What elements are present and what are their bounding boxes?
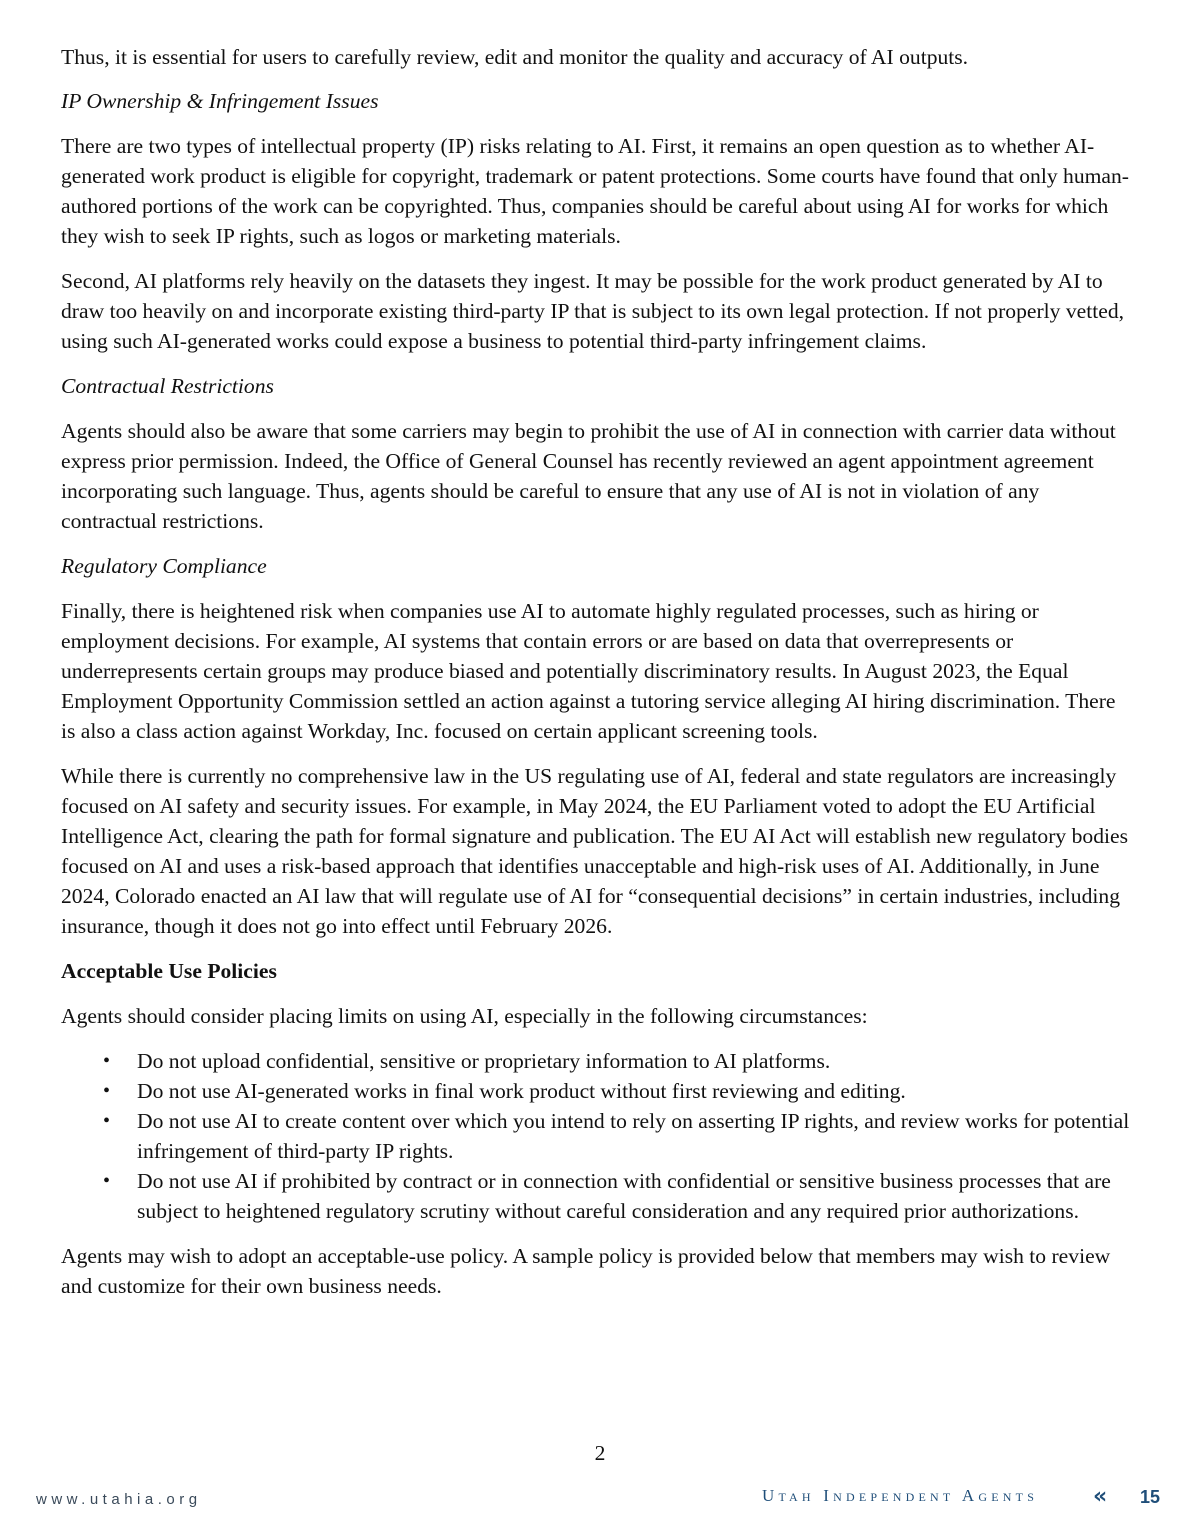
list-item-text: Do not use AI-generated works in final work product without first reviewing and editing. (137, 1079, 906, 1103)
bullet-icon: • (103, 1170, 111, 1192)
page-number: 2 (594, 1441, 606, 1465)
regulatory-compliance-heading: Regulatory Compliance (61, 554, 267, 578)
ip-ownership-heading: IP Ownership & Infringement Issues (61, 89, 379, 113)
bullet-icon: • (103, 1050, 111, 1072)
list-item (61, 1166, 1131, 1226)
bullet-icon: • (103, 1080, 111, 1102)
list-item (61, 1076, 1131, 1106)
closing-paragraph: Agents may wish to adopt an acceptable-use policy. A sample policy is provided below that members may wish to review and customize for their own business needs. (61, 1244, 1111, 1298)
bullet-icon: • (103, 1110, 111, 1132)
document-body (61, 42, 1131, 1316)
regulatory-paragraph-2: While there is currently no comprehensive law in the US regulating use of AI, federal and state regulators are increasingly focused on AI safety and security issues. For example, in May 2024, the EU Parliament voted to adopt the EU Artificial Intelligence Act, clearing the path for formal signature and publication. The EU AI Act will establish new regulatory bodies focused on AI and uses a risk-based approach that identifies unacceptable and high-risk uses of AI. Additionally, in June 2024, Colorado enacted an AI law that will regulate use of AI for “consequential decisions” in certain industries, including insurance, though it does not go into effect until February 2026. (61, 764, 1128, 938)
contractual-restrictions-heading: Contractual Restrictions (61, 374, 274, 398)
acceptable-use-intro: Agents should consider placing limits on using AI, especially in the following circumstances: (61, 1004, 868, 1028)
ip-paragraph-2: Second, AI platforms rely heavily on the datasets they ingest. It may be possible for the work product generated by AI to draw too heavily on and incorporate existing third-party IP that is subject to its own legal protection. If not properly vetted, using such AI-generated works could expose a business to potential third-party infringement claims. (61, 269, 1125, 353)
list-item (61, 1046, 1131, 1076)
regulatory-paragraph-1: Finally, there is heightened risk when companies use AI to automate highly regulated processes, such as hiring or employment decisions. For example, AI systems that contain errors or are based on data that overrepresents or underrepresents certain groups may produce biased and potentially discriminatory results. In August 2023, the Equal Employment Opportunity Commission settled an action against a tutoring service alleging AI hiring discrimination. There is also a class action against Workday, Inc. focused on certain applicant screening tools. (61, 599, 1116, 743)
footer-website-link[interactable]: www.utahia.org (36, 1491, 202, 1508)
footer-brand-name: Utah Independent Agents (762, 1486, 1039, 1505)
acceptable-use-list (61, 1046, 1131, 1226)
ip-paragraph-1: There are two types of intellectual property (IP) risks relating to AI. First, it remains an open question as to whether AI-generated work product is eligible for copyright, trademark or patent protections. Some courts have found that only human-authored portions of the work can be copyrighted. Thus, companies should be careful about using AI for works for which they wish to seek IP rights, such as logos or marketing materials. (61, 134, 1129, 248)
contractual-paragraph: Agents should also be aware that some carriers may begin to prohibit the use of AI in connection with carrier data without express prior permission. Indeed, the Office of General Counsel has recently reviewed an agent appointment agreement incorporating such language. Thus, agents should be careful to ensure that any use of AI is not in violation of any contractual restrictions. (61, 419, 1116, 533)
list-item (61, 1106, 1131, 1166)
list-item-text: Do not use AI to create content over which you intend to rely on asserting IP rights, and review works for potential infringement of third-party IP rights. (137, 1109, 1130, 1163)
double-chevron-left-icon: « (1093, 1484, 1108, 1509)
acceptable-use-heading: Acceptable Use Policies (61, 959, 277, 983)
footer-page-number: 15 (1140, 1487, 1161, 1507)
list-item-text: Do not use AI if prohibited by contract or in connection with confidential or sensitive business processes that are subject to heightened regulatory scrutiny without careful consideration and any required prior authorizations. (137, 1169, 1111, 1223)
list-item-text: Do not upload confidential, sensitive or proprietary information to AI platforms. (137, 1049, 831, 1073)
intro-paragraph: Thus, it is essential for users to carefully review, edit and monitor the quality and accuracy of AI outputs. (61, 45, 969, 69)
